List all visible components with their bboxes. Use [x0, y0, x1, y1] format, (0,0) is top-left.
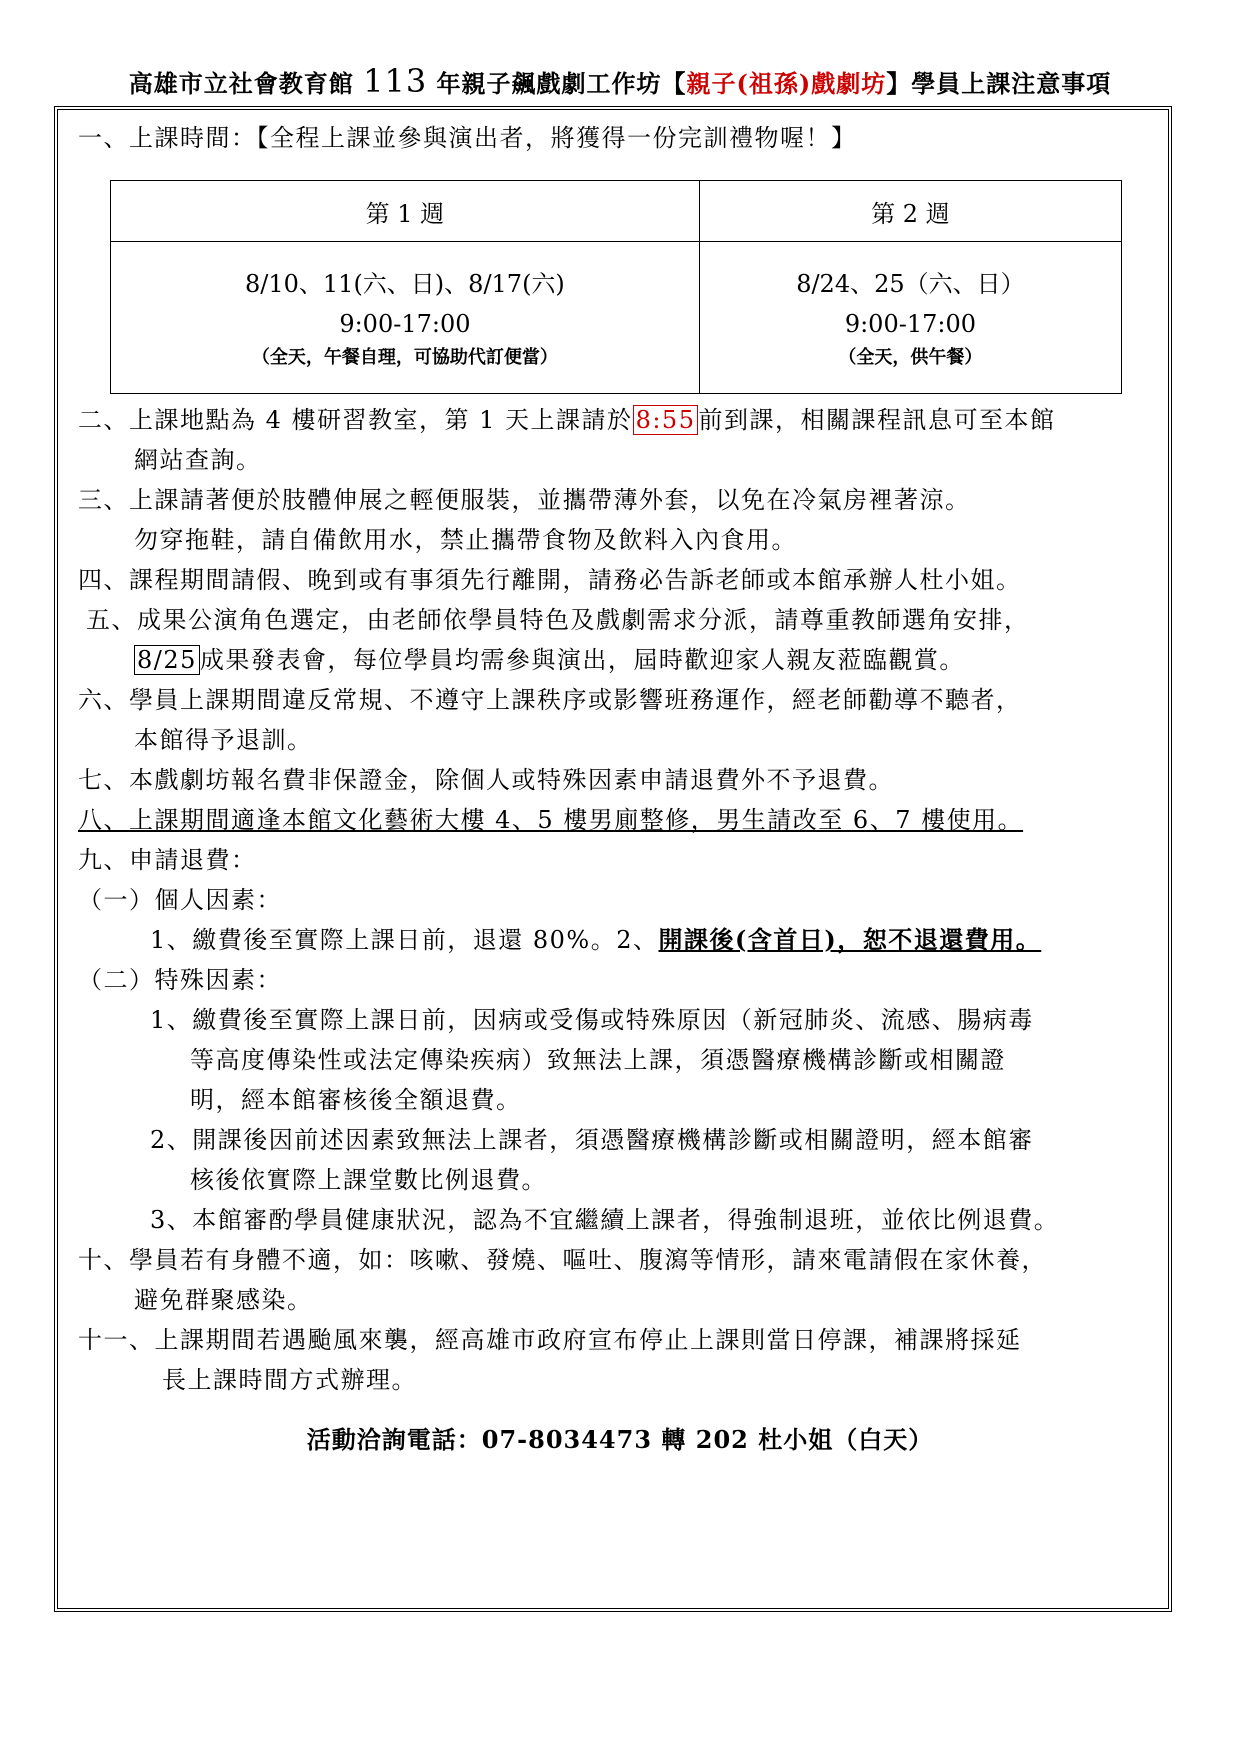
schedule-table: [110, 180, 1122, 394]
section-6-line-1: 六、學員上課期間違反常規、不遵守上課秩序或影響班務運作，經老師勸導不聽者，: [78, 686, 1022, 714]
section-11-line-2: 長上課時間方式辦理。: [162, 1366, 417, 1394]
refund-personal-heading: （一）個人因素：: [78, 886, 282, 914]
section-2-line-2: 網站查詢。: [134, 446, 262, 474]
refund-special-3: 3、本館審酌學員健康狀況，認為不宜繼續上課者，得強制退班，並依比例退費。: [150, 1206, 1060, 1234]
section-9-heading: 九、申請退費：: [78, 846, 257, 874]
page-title: [0, 62, 1240, 100]
title-year: 113: [363, 62, 428, 100]
week2-time: 9:00-17:00: [844, 309, 976, 338]
refund-personal-item-a: 1、繳費後至實際上課日前，退還 80%。2、: [150, 926, 659, 954]
refund-special-heading: （二）特殊因素：: [78, 966, 282, 994]
week2-cell: [699, 242, 1121, 394]
refund-special-2-line-1: 2、開課後因前述因素致無法上課者，須憑醫療機構診斷或相關證明，經本館審: [150, 1126, 1034, 1154]
section-2-line-1: [78, 400, 1055, 440]
section-8: [78, 800, 1023, 840]
section-10-line-1: 十、學員若有身體不適，如：咳嗽、發燒、嘔吐、腹瀉等情形，請來電請假在家休養，: [78, 1246, 1047, 1274]
title-part-2: 年親子飆戲劇工作坊【: [427, 69, 687, 98]
showcase-date-badge: 8/25: [134, 645, 200, 675]
section-2-pre: 二、上課地點為 4 樓研習教室，第 1 天上課請於: [78, 406, 633, 434]
title-part-1: 高雄市立社會教育館: [128, 69, 364, 98]
section-5-line-1: 五、成果公演角色選定，由老師依學員特色及戲劇需求分派，請尊重教師選角安排，: [86, 606, 1030, 634]
section-5-line-2: [134, 640, 965, 680]
week1-time: 9:00-17:00: [339, 309, 471, 338]
section-3-line-1: 三、上課請著便於肢體伸展之輕便服裝，並攜帶薄外套，以免在冷氣房裡著涼。: [78, 486, 971, 514]
refund-special-1-line-3: 明，經本館審核後全額退費。: [190, 1086, 522, 1114]
section-11-line-1: 十一、上課期間若遇颱風來襲，經高雄市政府宣布停止上課則當日停課，補課將採延: [78, 1326, 1022, 1354]
arrival-time-badge: 8:55: [633, 405, 699, 435]
section-4: 四、課程期間請假、晚到或有事須先行離開，請務必告訴老師或本館承辦人杜小姐。: [78, 566, 1022, 594]
section-5-text: 成果發表會，每位學員均需參與演出，屆時歡迎家人親友蒞臨觀賞。: [199, 646, 965, 674]
week1-dates: 8/10、11(六、日)、8/17(六): [245, 269, 565, 298]
week1-note: （全天，午餐自理，可協助代訂便當）: [251, 346, 558, 368]
week2-header: 第 2 週: [699, 181, 1121, 242]
week2-note: （全天，供午餐）: [838, 346, 983, 368]
week1-cell: [111, 242, 700, 394]
week2-dates: 8/24、25（六、日）: [796, 269, 1025, 298]
refund-personal-item: [150, 920, 1041, 960]
refund-special-1-line-1: 1、繳費後至實際上課日前，因病或受傷或特殊原因（新冠肺炎、流感、腸病毒: [150, 1006, 1034, 1034]
section-1: 一、上課時間：【全程上課並參與演出者，將獲得一份完訓禮物喔！】: [78, 124, 857, 152]
contact-info: 活動洽詢電話：07-8034473 轉 202 杜小姐（白天）: [306, 1425, 934, 1454]
section-2-post: 前到課，相關課程訊息可至本館: [698, 406, 1056, 434]
section-7: 七、本戲劇坊報名費非保證金，除個人或特殊因素申請退費外不予退費。: [78, 766, 894, 794]
refund-personal-item-b: 開課後(含首日)，恕不退還費用。: [658, 925, 1042, 954]
section-6-line-2: 本館得予退訓。: [134, 726, 313, 754]
title-part-3: 】學員上課注意事項: [886, 69, 1112, 98]
refund-special-1-line-2: 等高度傳染性或法定傳染疾病）致無法上課，須憑醫療機構診斷或相關證: [190, 1046, 1006, 1074]
section-8-text: 八、上課期間適逢本館文化藝術大樓 4、5 樓男廁整修，男生請改至 6、7 樓使用。: [78, 806, 1024, 834]
section-10-line-2: 避免群聚感染。: [134, 1286, 313, 1314]
section-3-line-2: 勿穿拖鞋，請自備飲用水，禁止攜帶食物及飲料入內食用。: [134, 526, 797, 554]
week1-header: 第 1 週: [111, 181, 700, 242]
refund-special-2-line-2: 核後依實際上課堂數比例退費。: [190, 1166, 547, 1194]
title-highlight: 親子(祖孫)戲劇坊: [686, 69, 887, 98]
